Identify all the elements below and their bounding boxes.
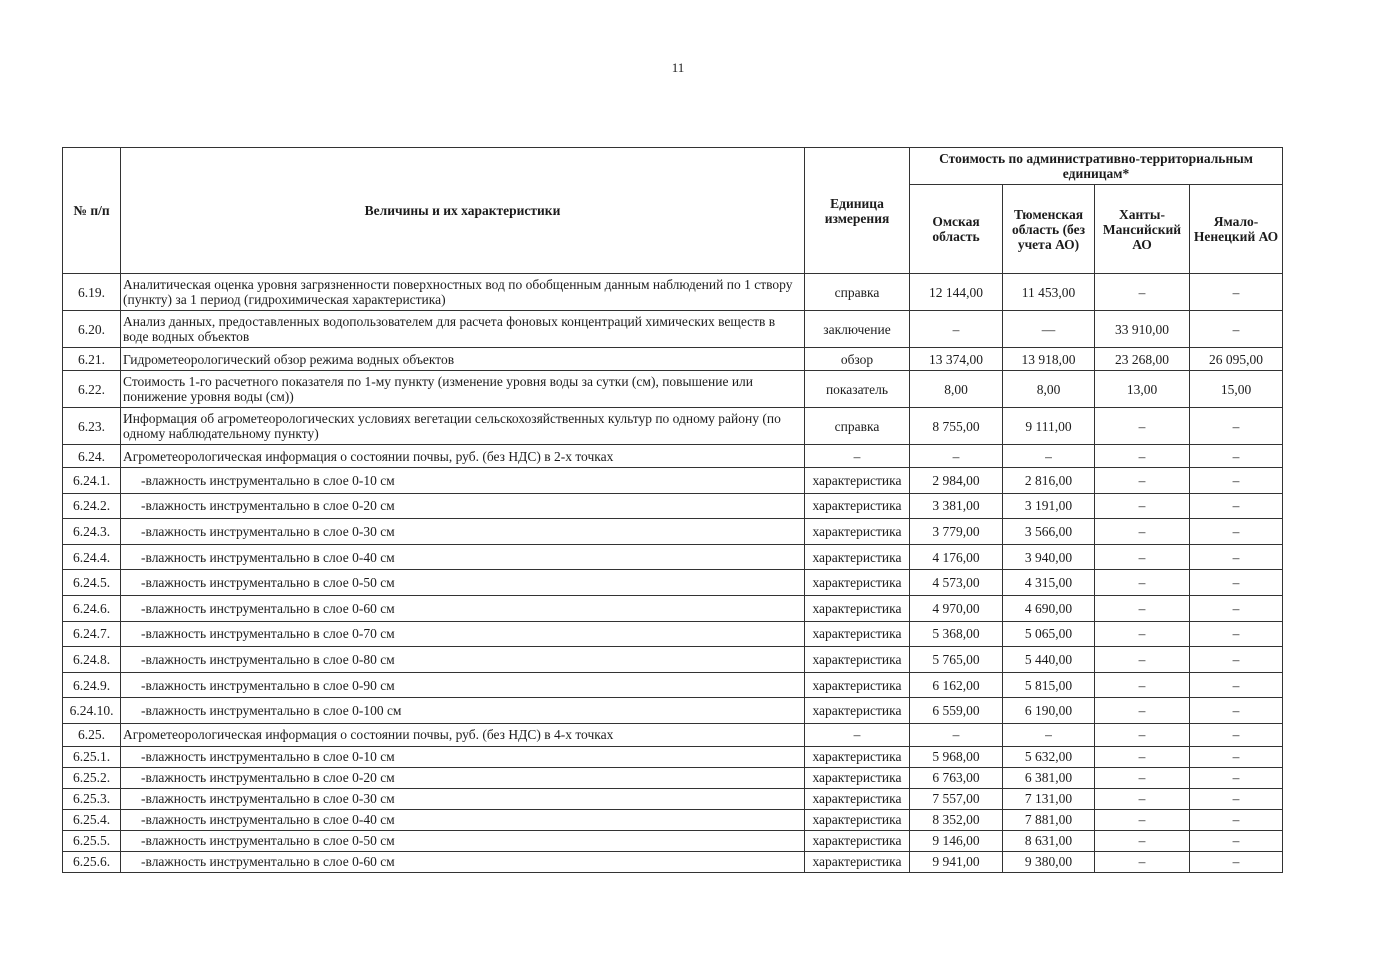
header-description: Величины и их характеристики <box>121 148 805 274</box>
value-yanao: – <box>1190 311 1283 348</box>
table-row <box>63 570 1283 596</box>
row-number: 6.23. <box>63 408 121 445</box>
value-yanao: 15,00 <box>1190 371 1283 408</box>
row-description: Агрометеорологическая информация о состоянии почвы, руб. (без НДС) в 4-х точках <box>121 723 805 746</box>
table-row <box>63 311 1283 348</box>
row-description: -влажность инструментально в слое 0-70 см <box>121 621 805 647</box>
row-unit: характеристика <box>805 544 910 570</box>
row-unit: справка <box>805 408 910 445</box>
value-khmao: 23 268,00 <box>1095 348 1190 371</box>
row-unit: справка <box>805 274 910 311</box>
value-omsk: 6 162,00 <box>910 672 1003 698</box>
value-tyumen: 5 815,00 <box>1003 672 1095 698</box>
row-unit: – <box>805 445 910 468</box>
row-number: 6.25.5. <box>63 830 121 851</box>
value-yanao: – <box>1190 595 1283 621</box>
value-omsk: – <box>910 311 1003 348</box>
row-description: -влажность инструментально в слое 0-30 см <box>121 788 805 809</box>
header-cost-group: Стоимость по административно-территориальным единицам* <box>910 148 1283 185</box>
value-omsk: 2 984,00 <box>910 468 1003 494</box>
value-yanao: – <box>1190 468 1283 494</box>
table-row <box>63 544 1283 570</box>
row-unit: характеристика <box>805 672 910 698</box>
value-khmao: 33 910,00 <box>1095 311 1190 348</box>
value-omsk: 13 374,00 <box>910 348 1003 371</box>
value-khmao: – <box>1095 468 1190 494</box>
value-omsk: 9 146,00 <box>910 830 1003 851</box>
value-omsk: 5 368,00 <box>910 621 1003 647</box>
value-omsk: 6 559,00 <box>910 698 1003 724</box>
value-khmao: – <box>1095 493 1190 519</box>
value-khmao: – <box>1095 621 1190 647</box>
value-tyumen: 8,00 <box>1003 371 1095 408</box>
row-number: 6.21. <box>63 348 121 371</box>
value-yanao: – <box>1190 788 1283 809</box>
row-unit: характеристика <box>805 468 910 494</box>
value-khmao: 13,00 <box>1095 371 1190 408</box>
value-yanao: – <box>1190 570 1283 596</box>
value-yanao: – <box>1190 830 1283 851</box>
value-tyumen: 11 453,00 <box>1003 274 1095 311</box>
row-number: 6.25.2. <box>63 767 121 788</box>
row-number: 6.24.7. <box>63 621 121 647</box>
row-unit: характеристика <box>805 698 910 724</box>
value-khmao: – <box>1095 647 1190 673</box>
row-number: 6.25.4. <box>63 809 121 830</box>
value-khmao: – <box>1095 767 1190 788</box>
value-tyumen: 8 631,00 <box>1003 830 1095 851</box>
row-number: 6.25.6. <box>63 851 121 872</box>
row-description: Информация об агрометеорологических условиях вегетации сельскохозяйственных культур по одному району (по одному наблюдательному пункту) <box>121 408 805 445</box>
value-tyumen: 13 918,00 <box>1003 348 1095 371</box>
row-unit: характеристика <box>805 570 910 596</box>
row-description: -влажность инструментально в слое 0-30 см <box>121 519 805 545</box>
value-khmao: – <box>1095 672 1190 698</box>
table-row <box>63 672 1283 698</box>
value-tyumen: 6 381,00 <box>1003 767 1095 788</box>
value-khmao: – <box>1095 788 1190 809</box>
row-number: 6.19. <box>63 274 121 311</box>
row-number: 6.24.5. <box>63 570 121 596</box>
value-omsk: 5 765,00 <box>910 647 1003 673</box>
value-tyumen: 3 191,00 <box>1003 493 1095 519</box>
table-header <box>63 148 1283 274</box>
value-yanao: – <box>1190 723 1283 746</box>
row-unit: – <box>805 723 910 746</box>
value-tyumen: 4 690,00 <box>1003 595 1095 621</box>
value-omsk: 5 968,00 <box>910 746 1003 767</box>
value-khmao: – <box>1095 851 1190 872</box>
row-description: -влажность инструментально в слое 0-50 см <box>121 570 805 596</box>
row-description: -влажность инструментально в слое 0-20 см <box>121 493 805 519</box>
row-description: -влажность инструментально в слое 0-10 см <box>121 468 805 494</box>
row-unit: характеристика <box>805 788 910 809</box>
value-khmao: – <box>1095 519 1190 545</box>
value-tyumen: – <box>1003 445 1095 468</box>
value-yanao: – <box>1190 672 1283 698</box>
price-table <box>62 147 1283 873</box>
value-omsk: 8 755,00 <box>910 408 1003 445</box>
row-description: -влажность инструментально в слое 0-90 см <box>121 672 805 698</box>
value-omsk: 3 381,00 <box>910 493 1003 519</box>
row-unit: характеристика <box>805 493 910 519</box>
row-number: 6.25.3. <box>63 788 121 809</box>
header-unit: Единица измерения <box>805 148 910 274</box>
row-number: 6.25.1. <box>63 746 121 767</box>
row-description: -влажность инструментально в слое 0-80 см <box>121 647 805 673</box>
value-khmao: – <box>1095 830 1190 851</box>
table-row <box>63 348 1283 371</box>
row-description: Агрометеорологическая информация о состоянии почвы, руб. (без НДС) в 2-х точках <box>121 445 805 468</box>
table-row <box>63 621 1283 647</box>
row-unit: характеристика <box>805 595 910 621</box>
row-number: 6.24.1. <box>63 468 121 494</box>
value-yanao: – <box>1190 621 1283 647</box>
row-unit: характеристика <box>805 519 910 545</box>
table-row <box>63 408 1283 445</box>
row-description: -влажность инструментально в слое 0-100 см <box>121 698 805 724</box>
row-number: 6.24.3. <box>63 519 121 545</box>
value-khmao: – <box>1095 570 1190 596</box>
row-number: 6.24.10. <box>63 698 121 724</box>
value-yanao: – <box>1190 746 1283 767</box>
row-unit: показатель <box>805 371 910 408</box>
value-omsk: 3 779,00 <box>910 519 1003 545</box>
value-yanao: – <box>1190 767 1283 788</box>
value-khmao: – <box>1095 408 1190 445</box>
row-description: -влажность инструментально в слое 0-40 см <box>121 809 805 830</box>
value-khmao: – <box>1095 746 1190 767</box>
row-unit: характеристика <box>805 621 910 647</box>
row-number: 6.22. <box>63 371 121 408</box>
table-row <box>63 445 1283 468</box>
value-khmao: – <box>1095 544 1190 570</box>
value-khmao: – <box>1095 809 1190 830</box>
value-tyumen: 5 065,00 <box>1003 621 1095 647</box>
value-omsk: 8 352,00 <box>910 809 1003 830</box>
row-description: -влажность инструментально в слое 0-40 см <box>121 544 805 570</box>
value-omsk: 4 573,00 <box>910 570 1003 596</box>
header-number: № п/п <box>63 148 121 274</box>
value-khmao: – <box>1095 274 1190 311</box>
row-description: -влажность инструментально в слое 0-10 см <box>121 746 805 767</box>
table-row <box>63 274 1283 311</box>
value-yanao: – <box>1190 698 1283 724</box>
row-description: -влажность инструментально в слое 0-60 см <box>121 851 805 872</box>
value-omsk: 7 557,00 <box>910 788 1003 809</box>
value-omsk: 4 176,00 <box>910 544 1003 570</box>
value-yanao: – <box>1190 445 1283 468</box>
row-description: Стоимость 1-го расчетного показателя по 1-му пункту (изменение уровня воды за сутки (см), повышение или понижение уровня воды (см)) <box>121 371 805 408</box>
row-number: 6.25. <box>63 723 121 746</box>
page-number: 11 <box>671 60 685 75</box>
table-row <box>63 851 1283 872</box>
value-omsk: – <box>910 445 1003 468</box>
table-row <box>63 830 1283 851</box>
value-omsk: – <box>910 723 1003 746</box>
table-row <box>63 767 1283 788</box>
table-body <box>63 274 1283 873</box>
table-row <box>63 723 1283 746</box>
value-tyumen: 3 566,00 <box>1003 519 1095 545</box>
row-unit: характеристика <box>805 809 910 830</box>
value-tyumen: 2 816,00 <box>1003 468 1095 494</box>
value-omsk: 6 763,00 <box>910 767 1003 788</box>
row-number: 6.24.2. <box>63 493 121 519</box>
value-tyumen: 7 131,00 <box>1003 788 1095 809</box>
value-yanao: – <box>1190 519 1283 545</box>
value-khmao: – <box>1095 595 1190 621</box>
row-number: 6.24.8. <box>63 647 121 673</box>
value-tyumen: 7 881,00 <box>1003 809 1095 830</box>
value-omsk: 12 144,00 <box>910 274 1003 311</box>
header-region-yanao: Ямало-Ненецкий АО <box>1190 185 1283 274</box>
value-yanao: – <box>1190 647 1283 673</box>
value-tyumen: 9 380,00 <box>1003 851 1095 872</box>
row-description: Аналитическая оценка уровня загрязненности поверхностных вод по обобщенным данным наблюдений по 1 створу (пункту) за 1 период (гидрохимическая характеристика) <box>121 274 805 311</box>
value-tyumen: 9 111,00 <box>1003 408 1095 445</box>
row-number: 6.20. <box>63 311 121 348</box>
value-tyumen: — <box>1003 311 1095 348</box>
row-description: -влажность инструментально в слое 0-50 см <box>121 830 805 851</box>
header-region-tyumen: Тюменская область (без учета АО) <box>1003 185 1095 274</box>
value-omsk: 4 970,00 <box>910 595 1003 621</box>
table-row <box>63 809 1283 830</box>
value-tyumen: 4 315,00 <box>1003 570 1095 596</box>
row-description: -влажность инструментально в слое 0-60 см <box>121 595 805 621</box>
row-unit: характеристика <box>805 746 910 767</box>
row-unit: характеристика <box>805 830 910 851</box>
value-khmao: – <box>1095 445 1190 468</box>
value-yanao: – <box>1190 274 1283 311</box>
value-khmao: – <box>1095 698 1190 724</box>
row-unit: заключение <box>805 311 910 348</box>
value-yanao: – <box>1190 809 1283 830</box>
header-region-omsk: Омская область <box>910 185 1003 274</box>
row-description: Гидрометеорологический обзор режима водных объектов <box>121 348 805 371</box>
table-row <box>63 371 1283 408</box>
value-yanao: – <box>1190 851 1283 872</box>
value-tyumen: 3 940,00 <box>1003 544 1095 570</box>
row-description: Анализ данных, предоставленных водопользователем для расчета фоновых концентраций химических веществ в воде водных объектов <box>121 311 805 348</box>
table-row <box>63 788 1283 809</box>
table-row <box>63 519 1283 545</box>
value-yanao: – <box>1190 493 1283 519</box>
value-tyumen: – <box>1003 723 1095 746</box>
value-yanao: – <box>1190 544 1283 570</box>
value-tyumen: 6 190,00 <box>1003 698 1095 724</box>
value-yanao: – <box>1190 408 1283 445</box>
table-row <box>63 647 1283 673</box>
row-unit: обзор <box>805 348 910 371</box>
table-row <box>63 468 1283 494</box>
table-row <box>63 595 1283 621</box>
value-yanao: 26 095,00 <box>1190 348 1283 371</box>
value-omsk: 8,00 <box>910 371 1003 408</box>
row-number: 6.24.4. <box>63 544 121 570</box>
value-omsk: 9 941,00 <box>910 851 1003 872</box>
row-number: 6.24.6. <box>63 595 121 621</box>
row-number: 6.24.9. <box>63 672 121 698</box>
header-region-khmao: Ханты-Мансийский АО <box>1095 185 1190 274</box>
row-unit: характеристика <box>805 647 910 673</box>
table-row <box>63 493 1283 519</box>
value-tyumen: 5 440,00 <box>1003 647 1095 673</box>
table-row <box>63 746 1283 767</box>
value-tyumen: 5 632,00 <box>1003 746 1095 767</box>
row-description: -влажность инструментально в слое 0-20 см <box>121 767 805 788</box>
row-unit: характеристика <box>805 767 910 788</box>
value-khmao: – <box>1095 723 1190 746</box>
row-unit: характеристика <box>805 851 910 872</box>
row-number: 6.24. <box>63 445 121 468</box>
table-row <box>63 698 1283 724</box>
